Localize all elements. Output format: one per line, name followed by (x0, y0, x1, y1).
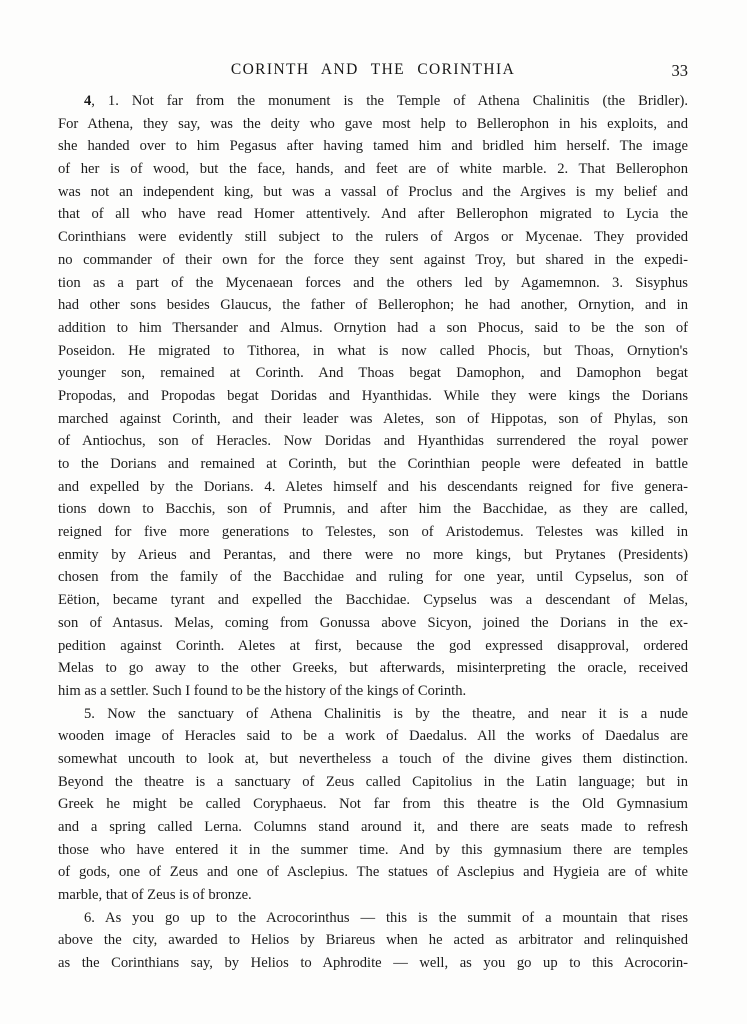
text-line: above the city, awarded to Helios by Briareus when he acted as arbitrator and relinquished (58, 932, 688, 949)
page-header-title: CORINTH AND THE CORINTHIA (230, 61, 516, 78)
text-line: Corinthians were evidently still subject to the rulers of Argos or Mycenae. They provided (58, 229, 688, 246)
text-line: Propodas, and Propodas begat Doridas and Hyanthidas. While they were kings the Dorians (58, 387, 688, 404)
text-line: tions down to Bacchis, son of Prumnis, and after him the Bacchidae, as they are called, (58, 501, 688, 518)
text-line: Beyond the theatre is a sanctuary of Zeus called Capitolius in the Latin language; but in (58, 773, 688, 790)
text-line: chosen from the family of the Bacchidae and ruling for one year, until Cypselus, son of (58, 569, 688, 586)
running-head (58, 61, 688, 83)
text-line: tion as a part of the Mycenaean forces and the others led by Agamemnon. 3. Sisyphus (58, 274, 688, 291)
text-line: son of Antasus. Melas, coming from Gonussa above Sicyon, joined the Dorians in the ex- (58, 614, 688, 631)
text-line: of her is of wood, but the face, hands, and feet are of white marble. 2. That Bellerophon (58, 161, 688, 178)
text-line: Melas to go away to the other Greeks, but afterwards, misinterpreting the oracle, received (58, 660, 688, 677)
text-line: 4, 1. Not far from the monument is the Temple of Athena Chalinitis (the Bridler). (84, 93, 688, 109)
text-line: and expelled by the Dorians. 4. Aletes himself and his descendants reigned for five genera- (58, 478, 688, 495)
text-line: that of all who have read Homer attentively. And after Bellerophon migrated to Lycia the (58, 206, 688, 223)
text-line: reigned for five more generations to Telestes, son of Aristodemus. Telestes was killed in (58, 524, 688, 541)
text-line: addition to him Thersander and Almus. Ornytion had a son Phocus, said to be the son of (58, 319, 688, 336)
text-line: as the Corinthians say, by Helios to Aphrodite — well, as you go up to this Acrocorin- (58, 955, 688, 972)
text-line: him as a settler. Such I found to be the history of the kings of Corinth. (58, 682, 467, 699)
text-line: of Antiochus, son of Heracles. Now Doridas and Hyanthidas surrendered the royal power (58, 433, 688, 450)
section-number: 4 (84, 93, 92, 109)
text-line: younger son, remained at Corinth. And Thoas begat Damophon, and Damophon begat (58, 365, 688, 382)
text-line: 6. As you go up to the Acrocorinthus — this is the summit of a mountain that rises (84, 909, 688, 926)
text-line: no commander of their own for the force they sent against Troy, but shared in the expedi- (58, 251, 688, 268)
text-line: she handed over to him Pegasus after having tamed him and bridled him herself. The image (58, 138, 688, 155)
text-line: wooden image of Heracles said to be a work of Daedalus. All the works of Daedalus are (58, 728, 688, 745)
text-line: those who have entered it in the summer time. And by this gymnasium there are temples (58, 841, 688, 858)
text-line: and a spring called Lerna. Columns stand around it, and there are seats made to refresh (58, 819, 688, 835)
text-line: For Athena, they say, was the deity who gave most help to Bellerophon in his exploits, and (58, 115, 688, 132)
page-number: 33 (671, 61, 688, 80)
text-line: was not an independent king, but was a vassal of Proclus and the Argives is my belief and (58, 183, 688, 200)
text-line: had other sons besides Glaucus, the father of Bellerophon; he had another, Ornytion, and in (58, 297, 688, 314)
text-line: enmity by Arieus and Perantas, and there were no more kings, but Prytanes (Presidents) (58, 546, 688, 563)
text-line: of gods, one of Zeus and one of Asclepius. The statues of Asclepius and Hygieia are of white (58, 864, 688, 881)
text-line: pedition against Corinth. Aletes at first, because the god expressed disapproval, ordered (58, 637, 688, 654)
text-line: Greek he might be called Coryphaeus. Not far from this theatre is the Old Gymnasium (58, 796, 688, 813)
text-line: marched against Corinth, and their leader was Aletes, son of Hippotas, son of Phylas, son (58, 410, 688, 427)
text-line: Poseidon. He migrated to Tithorea, in what is now called Phocis, but Thoas, Ornytion's (58, 342, 688, 359)
text-line: 5. Now the sanctuary of Athena Chalinitis is by the theatre, and near it is a nude (84, 705, 688, 722)
text-line: Eëtion, became tyrant and expelled the Bacchidae. Cypselus was a descendant of Melas, (58, 592, 688, 609)
text-line: marble, that of Zeus is of bronze. (58, 887, 252, 904)
text-line: somewhat uncouth to look at, but nevertheless a touch of the divine gives them distinction. (58, 750, 688, 767)
text-block (58, 90, 688, 975)
text-line: to the Dorians and remained at Corinth, but the Corinthian people were defeated in battle (58, 456, 688, 472)
